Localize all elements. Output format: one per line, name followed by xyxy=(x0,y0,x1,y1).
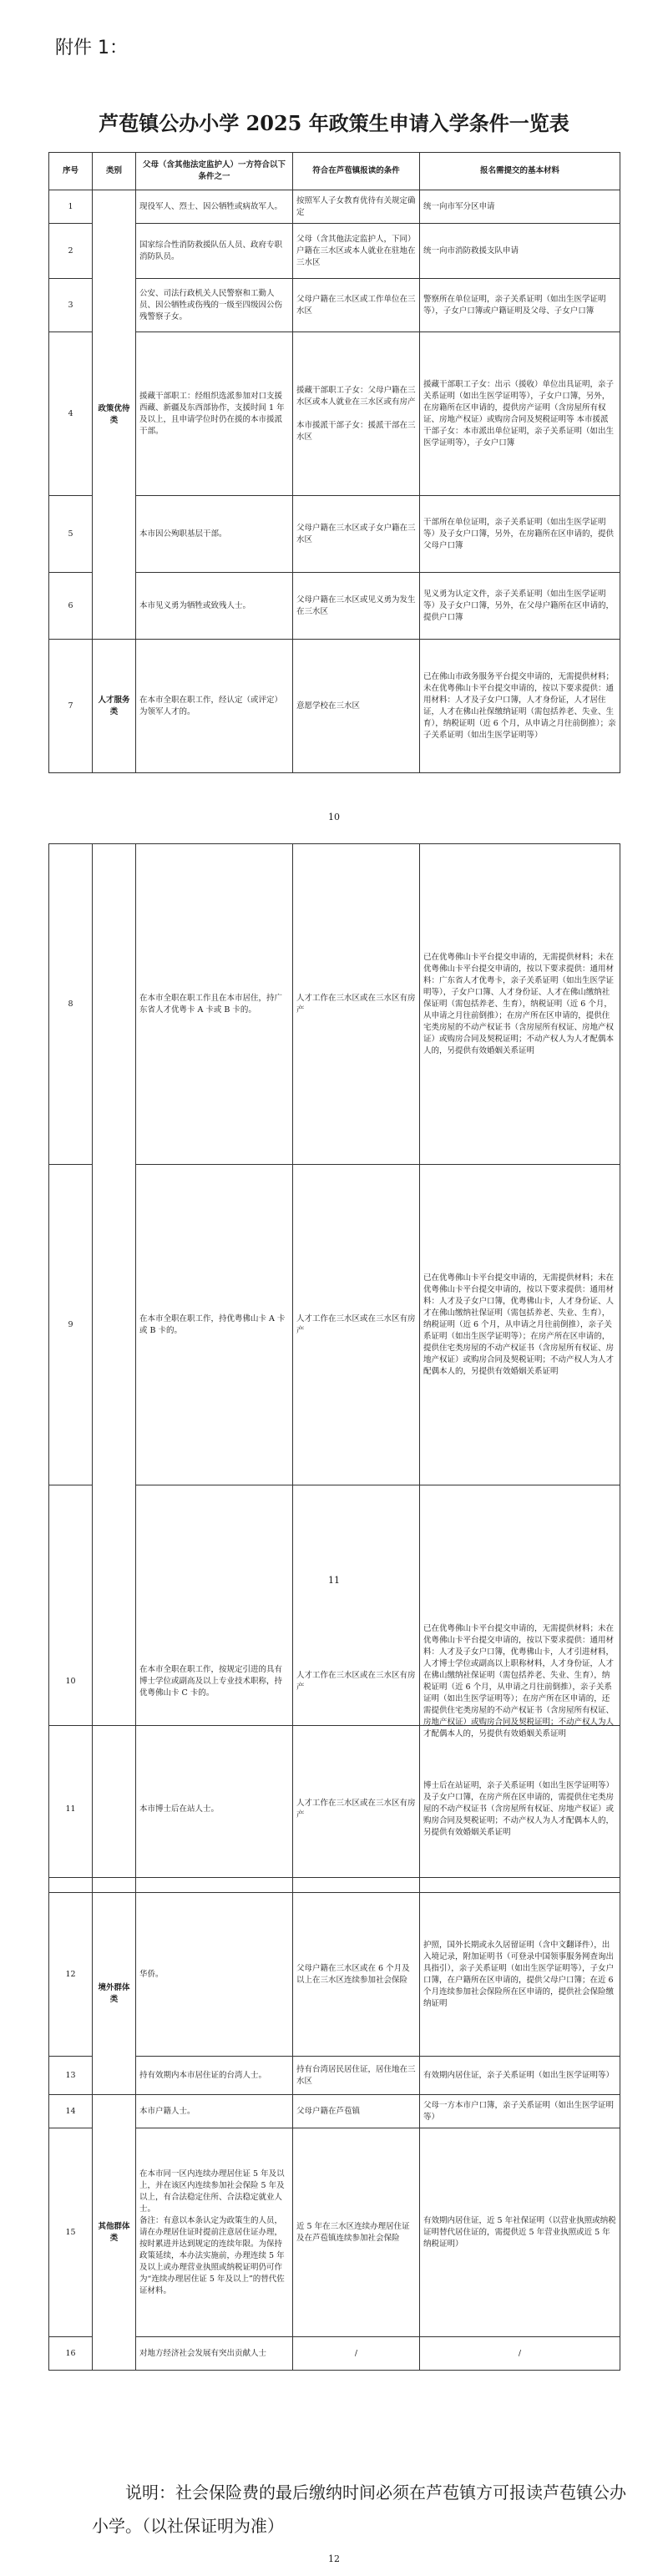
materials: 已在优粤佛山卡平台提交申请的，无需提供材料；未在优粤佛山卡平台提交申请的，按以下要求提供：通用材料：广东省人才优粤卡，亲子关系证明（如出生医学证明等），子女户口簿、人才身份证、人才在佛山缴纳社保证明（需包括养老、生育），纳税证明（近 6 个月，从申请之月往前倒推）；在房产所在区申请的，提供住宅类房屋的不动产权证书（含房屋所有权证、房地产权证）或购房合同及契税证明；不动产权人为人才配偶本人的，另提供有效婚姻关系证明 xyxy=(420,844,620,1165)
row-no: 15 xyxy=(49,2128,93,2337)
school-condition: 人才工作在三水区或在三水区有房产 xyxy=(293,1485,420,1878)
category-talent-continued xyxy=(93,844,136,1878)
table-row xyxy=(49,1893,620,2057)
parent-condition: 在本市全职在职工作，经认定（或评定）为领军人才的。 xyxy=(136,640,293,773)
materials: 见义勇为认定文件，亲子关系证明（如出生医学证明等）及子女户口簿，另外，在父母户籍所在区申请的，提供户口簿 xyxy=(420,573,620,640)
row-no: 10 xyxy=(49,1485,93,1878)
parent-condition: 本市因公殉职基层干部。 xyxy=(136,496,293,573)
school-condition: 人才工作在三水区或在三水区有房产 xyxy=(293,1165,420,1485)
row-no: 13 xyxy=(49,2057,93,2095)
materials: 统一向市军分区申请 xyxy=(420,190,620,224)
parent-condition: 持有效期内本市居住证的台湾人士。 xyxy=(136,2057,293,2095)
school-condition: 父母户籍在三水区或子女户籍在三水区 xyxy=(293,496,420,573)
school-condition: 父母户籍在三水区或工作单位在三水区 xyxy=(293,279,420,332)
table-row xyxy=(49,640,620,773)
row-no: 16 xyxy=(49,2337,93,2371)
materials: 援藏干部职工子女：出示（援收）单位出具证明，亲子关系证明（如出生医学证明等），子女户口簿，另外，在房籍所在区申请的，提供房产证明（含房屋所有权证、房地产权证）或购房合同及契税证明等 本市援派干部子女：本市派出单位证明，亲子关系证明（如出生医学证明等），子女户口簿 xyxy=(420,332,620,496)
school-condition: 近 5 年在三水区连续办理居住证及在芦苞镇连续参加社会保险 xyxy=(293,2128,420,2337)
policy-table-part-2 xyxy=(48,843,620,1878)
materials: 护照，国外长期或永久居留证明（含中文翻译件），出入境记录，附加证明书（可登录中国领事服务网查询出具指引），亲子关系证明（如出生医学证明等），子女户口簿，在户籍所在区申请的，提供父母户口簿；在近 6 个月连续参加社会保险所在区申请的，提供社会保险缴纳证明 xyxy=(420,1893,620,2057)
header-school-conditions: 符合在芦苞镇报读的条件 xyxy=(293,153,420,190)
parent-condition: 国家综合性消防救援队伍人员、政府专职消防队员。 xyxy=(136,224,293,279)
parent-condition: 在本市全职在职工作且在本市居住，持广东省人才优粤卡 A 卡或 B 卡的。 xyxy=(136,844,293,1165)
category-talent-continued xyxy=(93,1726,136,1893)
row-no: 9 xyxy=(49,1165,93,1485)
materials: 有效期内居住证，亲子关系证明（如出生医学证明等） xyxy=(420,2057,620,2095)
category-other: 其他群体类 xyxy=(93,2095,136,2371)
parent-condition: 公安、司法行政机关人民警察和工勤人员、因公牺牲或伤残的一级至四级因公伤残警察子女。 xyxy=(136,279,293,332)
materials: 已在佛山市政务服务平台提交申请的，无需提供材料；未在优粤佛山卡平台提交申请的，按以下要求提供：通用材料：人才及子女户口簿，人才身份证，人才居住证，人才在佛山社保缴纳证明（需包括养老、失业、生育），纳税证明（近 6 个月，从申请之月往前倒推）；亲子关系证明（如出生医学证明等） xyxy=(420,640,620,773)
row-no: 2 xyxy=(49,224,93,279)
category-policy: 政策优待类 xyxy=(93,190,136,640)
header-no: 序号 xyxy=(49,153,93,190)
school-condition: 按照军人子女教育优待有关规定确定 xyxy=(293,190,420,224)
school-condition: 父母户籍在三水区或见义勇为发生在三水区 xyxy=(293,573,420,640)
table-row xyxy=(49,190,620,224)
row-no: 12 xyxy=(49,1893,93,2057)
page-title: 芦苞镇公办小学 2025 年政策生申请入学条件一览表 xyxy=(99,111,569,135)
materials: 有效期内居住证，近 5 年社保证明（以营业执照或纳税证明替代居住证的，需提供近 5 年营业执照或近 5 年纳税证明） xyxy=(420,2128,620,2337)
table-header-row xyxy=(49,153,620,190)
page-number: 12 xyxy=(328,2553,340,2564)
materials: 已在优粤佛山卡平台提交申请的，无需提供材料；未在优粤佛山卡平台提交申请的，按以下要求提供：通用材料：人才及子女户口簿，优粤佛山卡，人才引进材料，人才博士学位或副高以上职称材料，人才身份证，人才在佛山缴纳社保证明（需包括养老、失业、生育），纳税证明（近 6 个月，从申请之月往前倒推），亲子关系证明（如出生医学证明等）；在房产所在区申请的，还需提供住宅类房屋的不动产权证书（含房屋所有权证、房地产权证）或购房合同及契税证明；不动产权人为人才配偶本人的，另提供有效婚姻关系证明 xyxy=(420,1485,620,1878)
annex-label: 附件 1： xyxy=(55,38,128,58)
parent-condition: 本市见义勇为牺牲或致残人士。 xyxy=(136,573,293,640)
school-condition: 援藏干部职工子女：父母户籍在三水区或本人就业在三水区或有房产 本市援派干部子女：援派干部在三水区 xyxy=(293,332,420,496)
row-no: 5 xyxy=(49,496,93,573)
table-row xyxy=(49,844,620,1165)
school-condition: 持有台湾居民居住证，居住地在三水区 xyxy=(293,2057,420,2095)
school-condition: 人才工作在三水区或在三水区有房产 xyxy=(293,1726,420,1893)
row-no: 6 xyxy=(49,573,93,640)
page-number: 10 xyxy=(328,812,340,822)
materials: / xyxy=(420,2337,620,2371)
materials: 父母一方本市户口簿，亲子关系证明（如出生医学证明等） xyxy=(420,2095,620,2128)
parent-condition: 在本市同一区内连续办理居住证 5 年及以上，并在该区内连续参加社会保险 5 年及以上，有合法稳定住所、合法稳定就业人士。 备注：有意以本条认定为政策生的人员，请在办理居住证时提前注意居住证办理，按时累进并达到规定的连续年限。为保持政策延续，本办法实施前，办理连续 5 年及以上或办理营业执照或纳税证明仍可作为“连续办理居住证 5 年及以上”的替代佐证材料。 xyxy=(136,2128,293,2337)
row-no: 11 xyxy=(49,1726,93,1893)
materials: 已在优粤佛山卡平台提交申请的，无需提供材料；未在优粤佛山卡平台提交申请的，按以下要求提供：通用材料：人才及子女户口簿，优粤佛山卡，人才身份证、人才在佛山缴纳社保证明（需包括养老、失业、生育），纳税证明（近 6 个月，从申请之月往前倒推），亲子关系证明（如出生医学证明等）；在房产所在区申请的，提供住宅类房屋的不动产权证书（含房屋所有权证、房地产权证）或购房合同及契税证明；不动产权人为人才配偶本人的，另提供有效婚姻关系证明 xyxy=(420,1165,620,1485)
row-no: 7 xyxy=(49,640,93,773)
materials: 博士后在站证明，亲子关系证明（如出生医学证明等）及子女户口簿，在房产所在区申请的，需提供住宅类房屋的不动产权证书（含房屋所有权证、房地产权证）或购房合同及契税证明；不动产权人为人才配偶本人的，另提供有效婚姻关系证明 xyxy=(420,1726,620,1893)
header-materials: 报名需提交的基本材料 xyxy=(420,153,620,190)
parent-condition: 现役军人、烈士、因公牺牲或病故军人。 xyxy=(136,190,293,224)
page-number: 11 xyxy=(328,1575,340,1586)
header-category: 类别 xyxy=(93,153,136,190)
category-overseas: 境外群体类 xyxy=(93,1893,136,2095)
school-condition: 父母户籍在三水区或在 6 个月及以上在三水区连续参加社会保险 xyxy=(293,1893,420,2057)
school-condition: 父母户籍在芦苞镇 xyxy=(293,2095,420,2128)
school-condition: 意愿学校在三水区 xyxy=(293,640,420,773)
parent-condition: 在本市全职在职工作，按规定引进的具有博士学位或副高及以上专业技术职称，持优粤佛山卡 C 卡的。 xyxy=(136,1485,293,1878)
parent-condition: 对地方经济社会发展有突出贡献人士 xyxy=(136,2337,293,2371)
row-no: 3 xyxy=(49,279,93,332)
parent-condition: 华侨。 xyxy=(136,1893,293,2057)
parent-condition: 本市博士后在站人士。 xyxy=(136,1726,293,1893)
materials: 统一向市消防救援支队申请 xyxy=(420,224,620,279)
row-no: 1 xyxy=(49,190,93,224)
header-parent-conditions: 父母（含其他法定监护人）一方符合以下条件之一 xyxy=(136,153,293,190)
materials: 警察所在单位证明，亲子关系证明（如出生医学证明等），子女户口簿或户籍证明及父母、子女户口簿 xyxy=(420,279,620,332)
table-row xyxy=(49,1726,620,1893)
school-condition: 人才工作在三水区或在三水区有房产 xyxy=(293,844,420,1165)
policy-table-part-1 xyxy=(48,152,620,773)
row-no: 4 xyxy=(49,332,93,496)
parent-condition: 援藏干部职工：经组织选派参加对口支援西藏、新疆及东西部协作，支援时间 1 年及以上，且申请学位时仍在援的本市援派干部。 xyxy=(136,332,293,496)
table-row xyxy=(49,2095,620,2128)
parent-condition: 在本市全职在职工作，持优粤佛山卡 A 卡或 B 卡的。 xyxy=(136,1165,293,1485)
row-no: 14 xyxy=(49,2095,93,2128)
school-condition: / xyxy=(293,2337,420,2371)
category-talent: 人才服务类 xyxy=(93,640,136,773)
parent-condition: 本市户籍人士。 xyxy=(136,2095,293,2128)
explanation-note: 说明：社会保险费的最后缴纳时间必须在芦苞镇方可报读芦苞镇公办小学。（以社保证明为准） xyxy=(92,2482,626,2536)
school-condition: 父母（含其他法定监护人，下同）户籍在三水区或本人就业在驻地在三水区 xyxy=(293,224,420,279)
policy-table-part-3 xyxy=(48,1725,620,2371)
materials: 干部所在单位证明，亲子关系证明（如出生医学证明等）及子女户口簿，另外，在房籍所在区申请的，提供父母户口簿 xyxy=(420,496,620,573)
row-no: 8 xyxy=(49,844,93,1165)
